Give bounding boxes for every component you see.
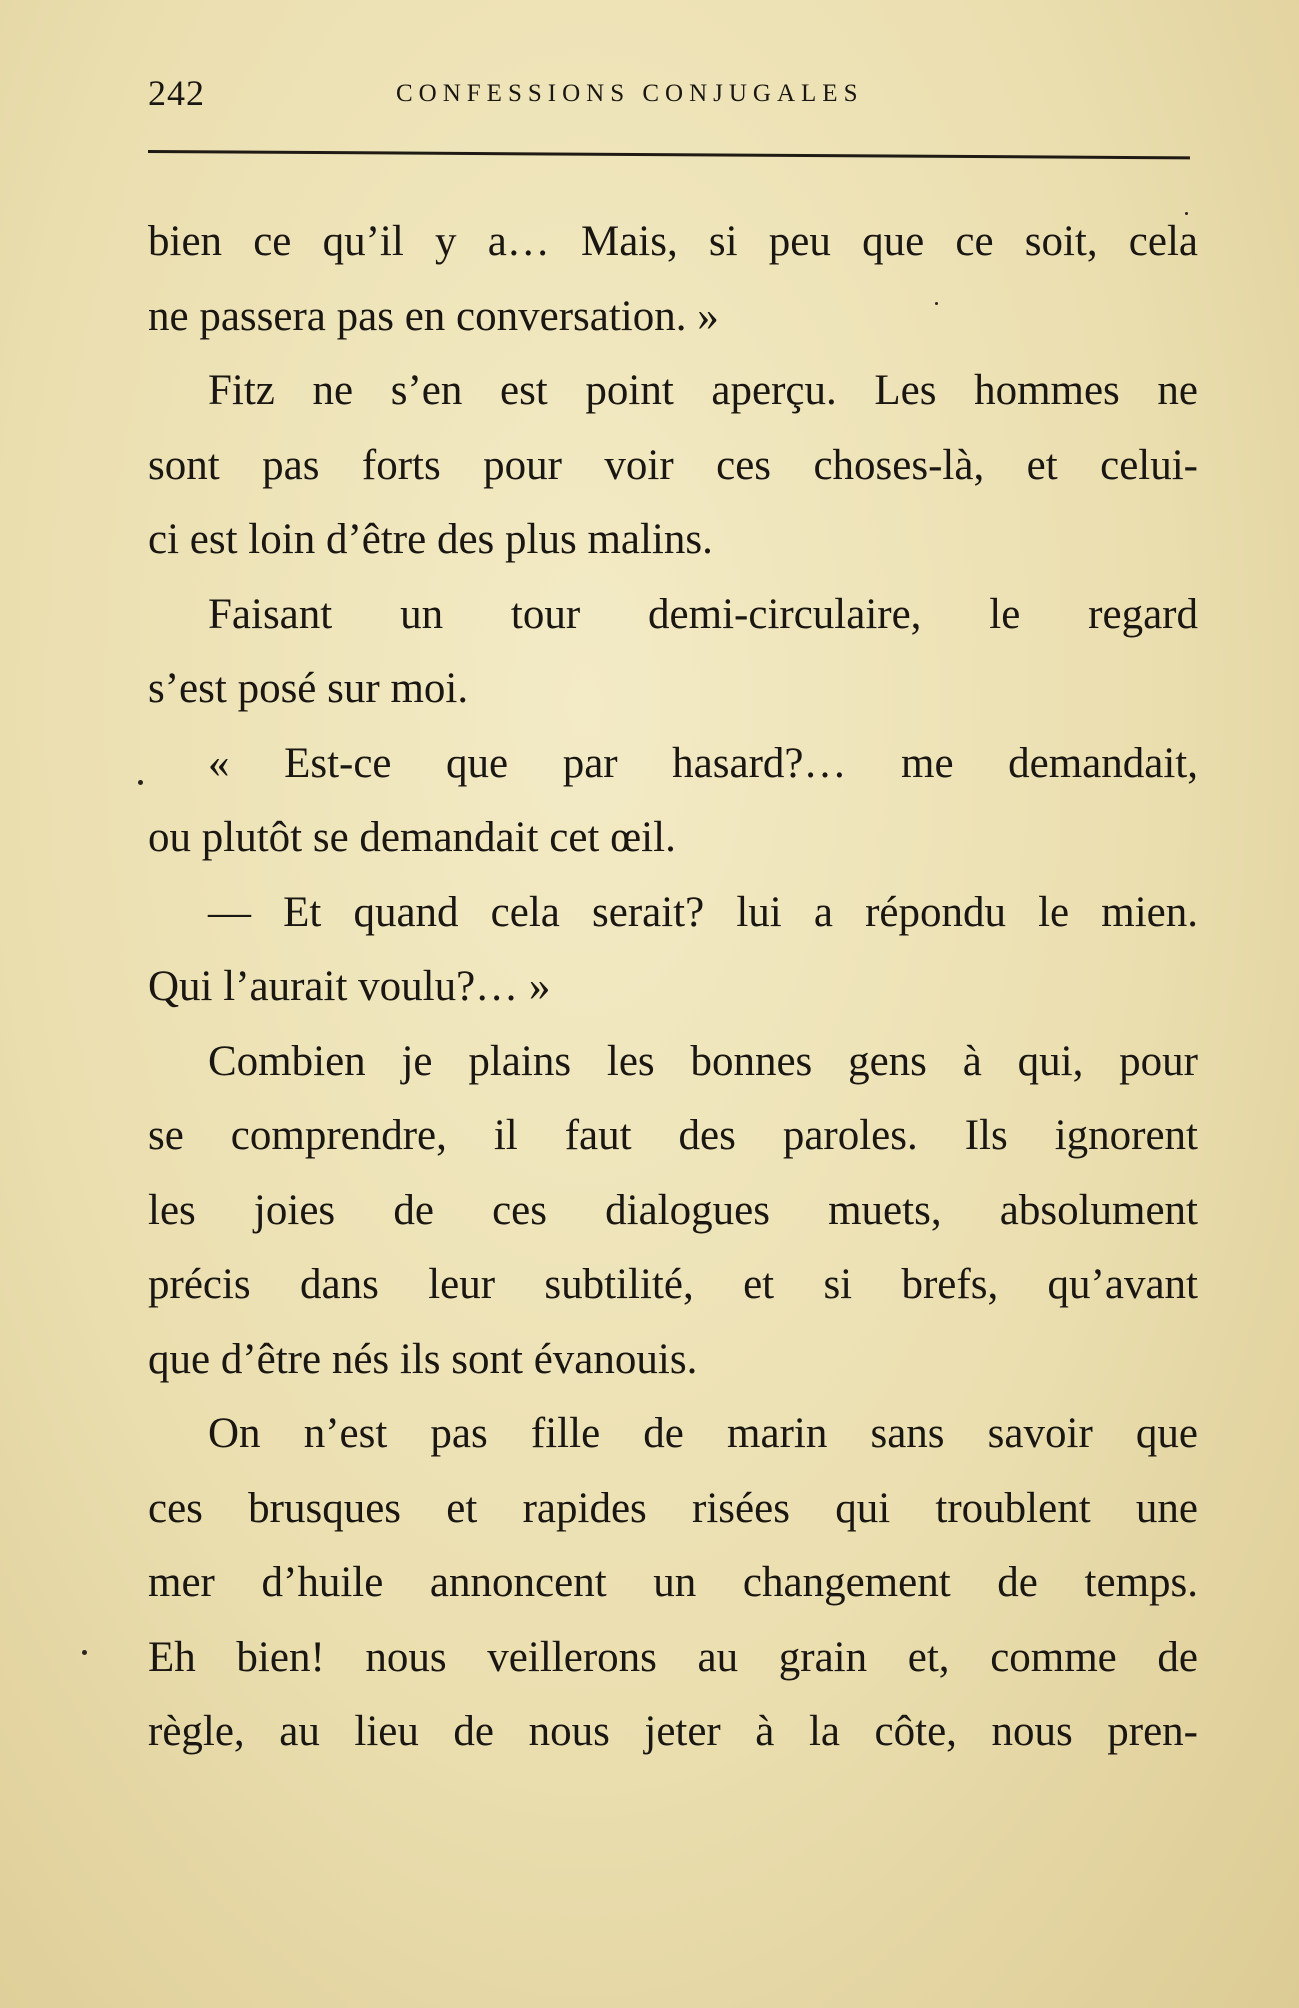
- text-line: Fitz ne s’en est point aperçu. Les hommes ne: [208, 367, 1198, 414]
- running-title: CONFESSIONS CONJUGALES: [396, 80, 864, 107]
- text-line: ou plutôt se demandait cet œil.: [148, 814, 676, 861]
- header-rule: [148, 150, 1190, 159]
- paper-speck: [935, 302, 938, 305]
- text-line: les joies de ces dialogues muets, absolument: [148, 1186, 1198, 1234]
- paper-speck: [82, 1650, 87, 1655]
- text-line: s’est posé sur moi.: [148, 665, 469, 712]
- text-line: ne passera pas en conversation. »: [148, 292, 719, 340]
- text-line: Qui l’aurait voulu?… »: [148, 963, 551, 1010]
- text-line: règle, au lieu de nous jeter à la côte, nous pren-: [148, 1708, 1198, 1755]
- text-line: Eh bien! nous veillerons au grain et, comme de: [148, 1633, 1198, 1681]
- running-head: [148, 72, 1188, 122]
- text-line: Faisant un tour demi-circulaire, le regard: [208, 590, 1198, 638]
- paper-speck: [1185, 212, 1188, 215]
- text-line: bien ce qu’il y a… Mais, si peu que ce soit, cela: [148, 218, 1198, 265]
- body-text: [148, 205, 1198, 1770]
- text-line: ces brusques et rapides risées qui troublent une: [148, 1484, 1198, 1532]
- page-number: 242: [148, 73, 205, 113]
- text-line: — Et quand cela serait? lui a répondu le mien.: [208, 888, 1198, 936]
- text-line: ci est loin d’être des plus malins.: [148, 516, 713, 563]
- text-line: Combien je plains les bonnes gens à qui, pour: [208, 1037, 1198, 1085]
- paper-speck: [138, 780, 143, 785]
- text-line: que d’être nés ils sont évanouis.: [148, 1335, 698, 1383]
- text-line: se comprendre, il faut des paroles. Ils ignorent: [148, 1112, 1198, 1159]
- text-line: précis dans leur subtilité, et si brefs, qu’avant: [148, 1261, 1198, 1308]
- text-line: mer d’huile annoncent un changement de temps.: [148, 1559, 1198, 1606]
- text-line: sont pas forts pour voir ces choses-là, et celui-: [148, 441, 1198, 489]
- text-line: « Est-ce que par hasard?… me demandait,: [208, 739, 1198, 787]
- text-line: On n’est pas fille de marin sans savoir que: [208, 1410, 1198, 1457]
